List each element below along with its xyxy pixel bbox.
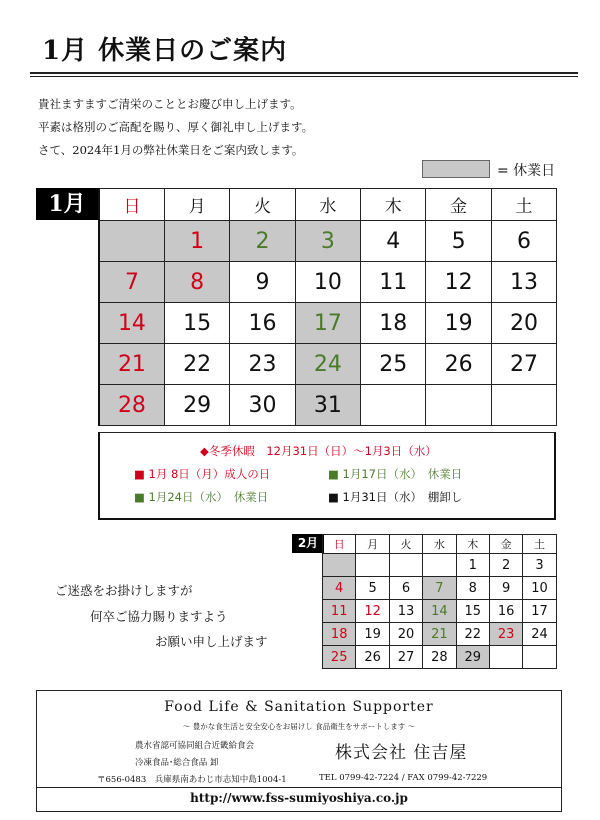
week-row <box>323 577 557 600</box>
day-cell: 14 <box>99 303 164 344</box>
company-address: 〒656-0483 兵庫県南あわじ市志知中島1004-1 <box>97 775 287 785</box>
weekday-header: 火 <box>389 535 422 554</box>
day-cell: 31 <box>295 385 360 426</box>
day-cell: 8 <box>456 577 489 600</box>
day-cell: 10 <box>523 577 556 600</box>
intro-line: 貴社ますますご清栄のこととお慶び申し上げます。 <box>38 97 302 111</box>
day-cell: 17 <box>523 600 556 623</box>
week-row <box>99 221 557 262</box>
company-footer <box>36 690 562 812</box>
note-item: ■ 1月31日（水） 棚卸し <box>328 490 463 504</box>
day-cell: 2 <box>489 554 522 577</box>
weekday-header: 水 <box>423 535 456 554</box>
weekday-header: 木 <box>361 189 426 221</box>
day-cell: 1 <box>164 221 229 262</box>
day-cell: 8 <box>164 262 229 303</box>
closing-message-line: 何卒ご協力賜りますよう <box>90 609 228 624</box>
day-cell: 25 <box>361 344 426 385</box>
day-cell: 14 <box>423 600 456 623</box>
weekday-header: 火 <box>230 189 295 221</box>
day-cell: 26 <box>426 344 491 385</box>
empty-day-cell <box>423 554 456 577</box>
empty-day-cell <box>523 646 556 669</box>
footer-tagline: Food Life & Sanitation Supporter <box>164 699 434 715</box>
february-calendar <box>322 534 557 669</box>
weekday-header: 土 <box>523 535 556 554</box>
day-cell: 22 <box>456 623 489 646</box>
day-cell: 9 <box>230 262 295 303</box>
empty-day-cell <box>99 221 164 262</box>
day-cell: 22 <box>164 344 229 385</box>
week-row <box>99 303 557 344</box>
day-cell: 15 <box>456 600 489 623</box>
week-row <box>99 385 557 426</box>
footer-subtitle: ～ 豊かな食生活と安全安心をお届けし 食品衛生をサポートします ～ <box>182 722 416 731</box>
holiday-legend-label: = 休業日 <box>497 163 556 179</box>
day-cell: 15 <box>164 303 229 344</box>
weekday-header: 金 <box>489 535 522 554</box>
day-cell: 24 <box>295 344 360 385</box>
empty-day-cell <box>389 554 422 577</box>
day-cell: 4 <box>361 221 426 262</box>
day-cell: 13 <box>491 262 556 303</box>
day-cell: 16 <box>230 303 295 344</box>
day-cell: 29 <box>164 385 229 426</box>
day-cell: 29 <box>456 646 489 669</box>
day-cell: 24 <box>523 623 556 646</box>
day-cell: 3 <box>295 221 360 262</box>
note-item: ■ 1月17日（水） 休業日 <box>328 467 463 481</box>
day-cell: 5 <box>426 221 491 262</box>
weekday-header: 日 <box>323 535 356 554</box>
footer-certification: 農水省認可協同組合近畿給食会 <box>135 741 255 751</box>
day-cell: 17 <box>295 303 360 344</box>
day-cell: 2 <box>230 221 295 262</box>
closing-message-line: お願い申し上げます <box>155 634 268 649</box>
day-cell: 26 <box>356 646 389 669</box>
note-item: ■ 1月24日（水） 休業日 <box>134 490 269 504</box>
holiday-legend-swatch <box>422 160 490 178</box>
january-label: 1月 <box>36 188 98 220</box>
day-cell: 27 <box>491 344 556 385</box>
week-row <box>323 554 557 577</box>
day-cell: 6 <box>491 221 556 262</box>
day-cell: 13 <box>389 600 422 623</box>
closing-message-line: ご迷惑をお掛けしますが <box>55 583 193 598</box>
january-notes <box>98 432 556 520</box>
day-cell: 11 <box>361 262 426 303</box>
day-cell: 30 <box>230 385 295 426</box>
empty-day-cell <box>356 554 389 577</box>
week-row <box>323 600 557 623</box>
day-cell: 23 <box>230 344 295 385</box>
day-cell: 5 <box>356 577 389 600</box>
intro-line: さて、2024年1月の弊社休業日をご案内致します。 <box>38 143 304 157</box>
weekday-header: 木 <box>456 535 489 554</box>
weekday-header: 金 <box>426 189 491 221</box>
day-cell: 19 <box>356 623 389 646</box>
day-cell: 6 <box>389 577 422 600</box>
day-cell: 28 <box>423 646 456 669</box>
weekday-header: 土 <box>491 189 556 221</box>
day-cell: 7 <box>423 577 456 600</box>
day-cell: 3 <box>523 554 556 577</box>
title-rule-thin <box>30 76 578 77</box>
day-cell: 20 <box>389 623 422 646</box>
weekday-header: 月 <box>164 189 229 221</box>
day-cell: 12 <box>426 262 491 303</box>
day-cell: 25 <box>323 646 356 669</box>
empty-day-cell <box>491 385 556 426</box>
weekday-header: 月 <box>356 535 389 554</box>
day-cell: 7 <box>99 262 164 303</box>
empty-day-cell <box>323 554 356 577</box>
weekday-header: 日 <box>99 189 164 221</box>
title-rule <box>30 72 578 74</box>
company-phone: TEL 0799-42-7224 / FAX 0799-42-7229 <box>319 773 488 783</box>
january-calendar <box>98 188 557 426</box>
week-row <box>323 623 557 646</box>
day-cell: 27 <box>389 646 422 669</box>
company-url[interactable]: http://www.fss-sumiyoshiya.co.jp <box>190 791 408 805</box>
day-cell: 1 <box>456 554 489 577</box>
day-cell: 19 <box>426 303 491 344</box>
day-cell: 23 <box>489 623 522 646</box>
day-cell: 10 <box>295 262 360 303</box>
day-cell: 18 <box>361 303 426 344</box>
day-cell: 11 <box>323 600 356 623</box>
february-label: 2月 <box>292 534 324 553</box>
weekday-header-row <box>323 535 557 554</box>
note-item: ■ 1月 8日（月）成人の日 <box>134 467 271 481</box>
day-cell: 9 <box>489 577 522 600</box>
day-cell: 4 <box>323 577 356 600</box>
empty-day-cell <box>489 646 522 669</box>
footer-divider <box>37 787 561 788</box>
intro-line: 平素は格別のご高配を賜り、厚く御礼申し上げます。 <box>38 120 314 134</box>
day-cell: 18 <box>323 623 356 646</box>
day-cell: 21 <box>423 623 456 646</box>
weekday-header-row <box>99 189 557 221</box>
page-title: 1月 休業日のご案内 <box>42 36 288 66</box>
day-cell: 20 <box>491 303 556 344</box>
week-row <box>99 262 557 303</box>
day-cell: 12 <box>356 600 389 623</box>
day-cell: 28 <box>99 385 164 426</box>
winter-break-note: ◆冬季休暇 12月31日（日）～1月3日（水） <box>200 444 437 458</box>
day-cell: 21 <box>99 344 164 385</box>
company-name: 株式会社 住吉屋 <box>335 743 468 763</box>
day-cell: 16 <box>489 600 522 623</box>
weekday-header: 水 <box>295 189 360 221</box>
empty-day-cell <box>361 385 426 426</box>
footer-products: 冷凍食品･総合食品 卸 <box>135 758 219 768</box>
week-row <box>323 646 557 669</box>
empty-day-cell <box>426 385 491 426</box>
week-row <box>99 344 557 385</box>
